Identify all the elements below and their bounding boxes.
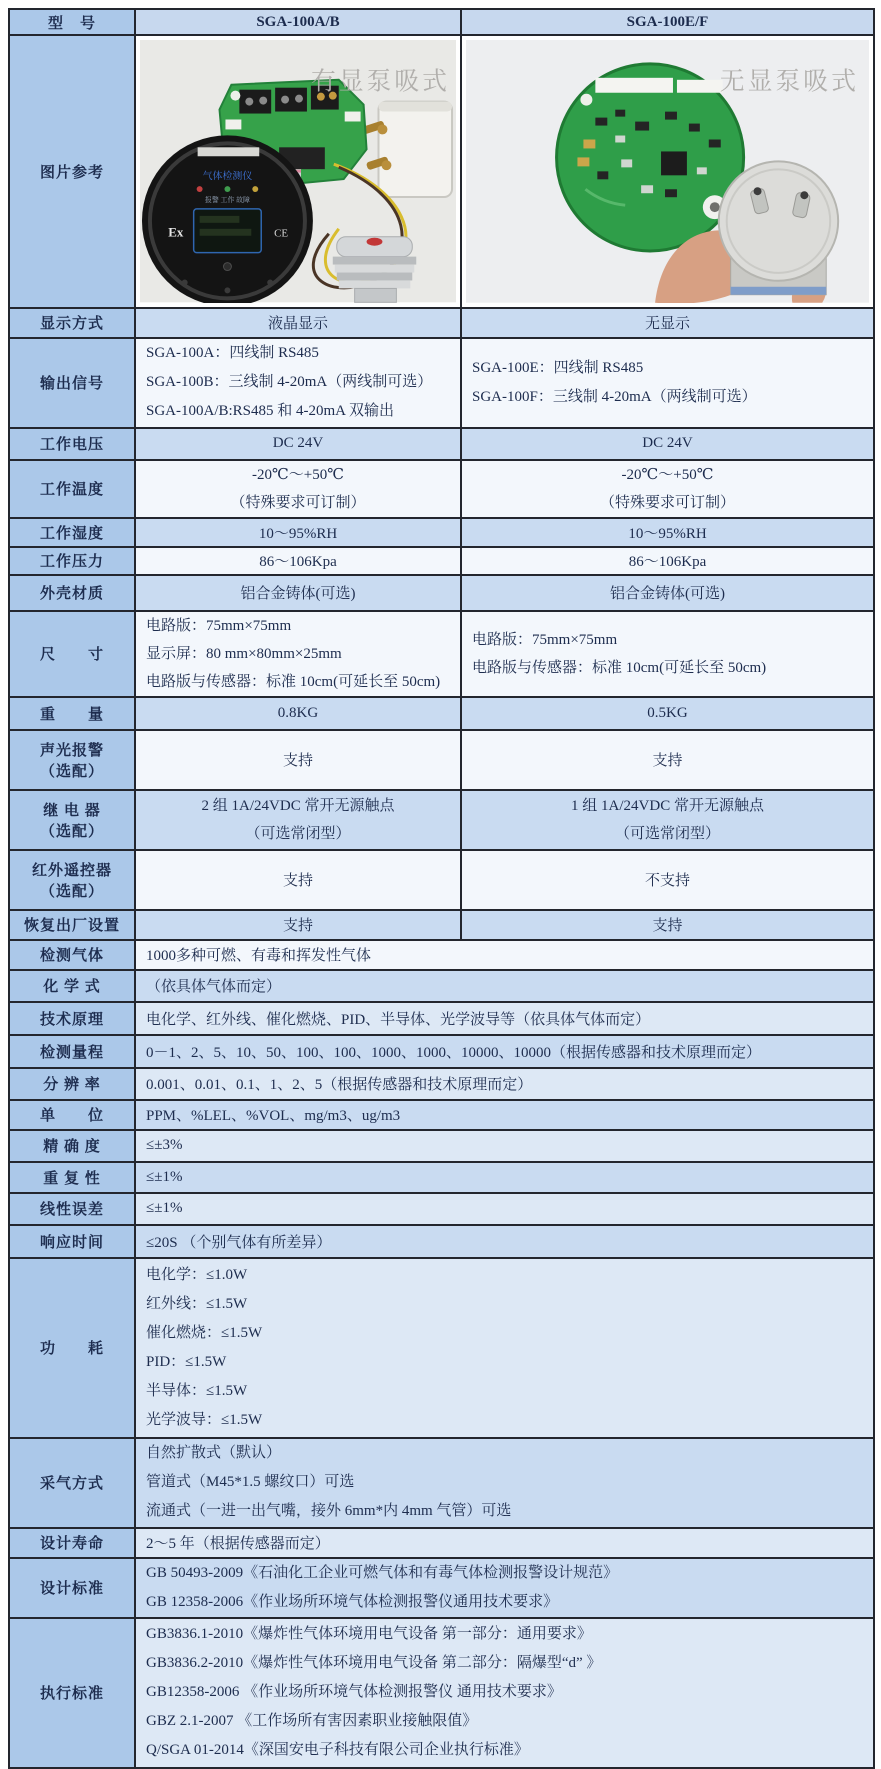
value-b: DC 24V bbox=[461, 428, 874, 460]
spec-row-detection-range bbox=[9, 1035, 874, 1068]
value-line: SGA-100E：四线制 RS485 bbox=[472, 359, 644, 376]
spec-row-linearity-error bbox=[9, 1193, 874, 1225]
watermark-with-display: 有显泵吸式 bbox=[310, 68, 451, 96]
value-a bbox=[135, 611, 461, 697]
product-photo-with-display bbox=[140, 40, 456, 302]
spec-row-power-consumption bbox=[9, 1258, 874, 1438]
value-b: 10～95%RH bbox=[461, 518, 874, 547]
value: ≤20S （个别气体有所差异） bbox=[135, 1225, 874, 1258]
value-line: GB3836.1-2010《爆炸性气体环境用电气设备 第一部分：通用要求》 bbox=[146, 1626, 592, 1643]
row-label: 显示方式 bbox=[9, 308, 135, 338]
spec-row-working-humidity bbox=[9, 518, 874, 547]
row-label: 单 位 bbox=[9, 1100, 135, 1130]
fault-led bbox=[252, 186, 258, 192]
row-label: 工作电压 bbox=[9, 428, 135, 460]
row-label-line: （选配） bbox=[39, 883, 104, 900]
value-a: 支持 bbox=[135, 730, 461, 790]
row-label: 响应时间 bbox=[9, 1225, 135, 1258]
value: ≤±3% bbox=[135, 1130, 874, 1162]
value: 0.001、0.01、0.1、1、2、5（根据传感器和技术原理而定） bbox=[135, 1068, 874, 1100]
value-line: （可选常闭型） bbox=[245, 825, 351, 842]
row-label: 外壳材质 bbox=[9, 575, 135, 611]
spec-row-working-temperature bbox=[9, 460, 874, 518]
value-line: 电路版：75mm×75mm bbox=[472, 631, 618, 648]
row-label-line: 继 电 器 bbox=[43, 802, 101, 819]
spec-row-dimensions bbox=[9, 611, 874, 697]
value-b: 无显示 bbox=[461, 308, 874, 338]
value-a: 铝合金铸体(可选) bbox=[135, 575, 461, 611]
value-line: 流通式（一进一出气嘴，接外 6mm*内 4mm 气管）可选 bbox=[146, 1503, 512, 1520]
value-line: GB 50493-2009《石油化工企业可燃气体和有毒气体检测报警设计规范》 bbox=[146, 1564, 619, 1581]
spec-row-display-mode bbox=[9, 308, 874, 338]
value-b: 不支持 bbox=[461, 850, 874, 910]
spec-row-resolution bbox=[9, 1068, 874, 1100]
row-label: 输出信号 bbox=[9, 338, 135, 428]
metal-sensor bbox=[719, 161, 838, 294]
value-b: 支持 bbox=[461, 730, 874, 790]
value-line: GB 12358-2006《作业场所环境气体检测报警仪通用技术要求》 bbox=[146, 1593, 559, 1610]
value-line: 半导体：≤1.5W bbox=[146, 1382, 248, 1399]
value-line: -20℃～+50℃ bbox=[621, 466, 714, 483]
value: ≤±1% bbox=[135, 1193, 874, 1225]
value-b bbox=[461, 611, 874, 697]
value-b: 支持 bbox=[461, 910, 874, 940]
value-b bbox=[461, 460, 874, 518]
value-line: （特殊要求可订制） bbox=[599, 494, 735, 511]
row-label: 检测气体 bbox=[9, 940, 135, 970]
row-label bbox=[9, 850, 135, 910]
value-a bbox=[135, 790, 461, 850]
row-label: 功 耗 bbox=[9, 1258, 135, 1438]
photo-cell-without-display bbox=[461, 35, 874, 308]
spec-row-shell-material bbox=[9, 575, 874, 611]
row-label: 技术原理 bbox=[9, 1002, 135, 1035]
spec-row-factory-reset bbox=[9, 910, 874, 940]
row-label: 检测量程 bbox=[9, 1035, 135, 1068]
alarm-led bbox=[197, 186, 203, 192]
row-label: 执行标准 bbox=[9, 1618, 135, 1768]
spec-row-output-signal bbox=[9, 338, 874, 428]
value-a: 86～106Kpa bbox=[135, 547, 461, 575]
photo-cell-with-display bbox=[135, 35, 461, 308]
model-a-header: SGA-100A/B bbox=[135, 9, 461, 35]
detector-title: 气体检测仪 bbox=[202, 171, 253, 183]
spec-row-chemical-formula bbox=[9, 970, 874, 1002]
value-b: 86～106Kpa bbox=[461, 547, 874, 575]
value bbox=[135, 1558, 874, 1618]
value-line: 自然扩散式（默认） bbox=[146, 1445, 282, 1462]
circuit-board bbox=[557, 64, 744, 251]
row-label: 重 量 bbox=[9, 697, 135, 730]
row-label: 设计寿命 bbox=[9, 1528, 135, 1558]
value-b bbox=[461, 338, 874, 428]
gas-detector-with-display bbox=[142, 136, 313, 303]
ce-mark: CE bbox=[274, 227, 289, 240]
spec-row-relay bbox=[9, 790, 874, 850]
value-line: GBZ 2.1-2007 《工作场所有害因素职业接触限值》 bbox=[146, 1713, 478, 1730]
value-line: GB3836.2-2010《爆炸性气体环境用电气设备 第二部分：隔爆型“d” 》 bbox=[146, 1655, 602, 1672]
value-line: （可选常闭型） bbox=[614, 825, 720, 842]
photo-row-label: 图片参考 bbox=[9, 35, 135, 308]
row-label: 工作湿度 bbox=[9, 518, 135, 547]
model-row bbox=[9, 9, 874, 35]
value-a: 支持 bbox=[135, 850, 461, 910]
spec-row-ir-remote bbox=[9, 850, 874, 910]
row-label bbox=[9, 790, 135, 850]
value-line: （特殊要求可订制） bbox=[230, 494, 366, 511]
value: ≤±1% bbox=[135, 1162, 874, 1193]
value bbox=[135, 1618, 874, 1768]
spec-row-sampling-method bbox=[9, 1438, 874, 1528]
spec-row-repeatability bbox=[9, 1162, 874, 1193]
value-b bbox=[461, 790, 874, 850]
value-line: 电化学：≤1.0W bbox=[146, 1266, 248, 1283]
value: （依具体气体而定） bbox=[135, 970, 874, 1002]
value-line: 光学波导：≤1.5W bbox=[146, 1411, 263, 1428]
row-label: 分 辨 率 bbox=[9, 1068, 135, 1100]
work-led bbox=[224, 186, 230, 192]
value-a: 10～95%RH bbox=[135, 518, 461, 547]
row-label-line: （选配） bbox=[39, 823, 104, 840]
row-label: 采气方式 bbox=[9, 1438, 135, 1528]
row-label: 工作压力 bbox=[9, 547, 135, 575]
sensor-red-port bbox=[367, 238, 383, 246]
value-line: SGA-100B：三线制 4-20mA（两线制可选） bbox=[146, 374, 433, 391]
model-row-label: 型 号 bbox=[9, 9, 135, 35]
spec-row-design-life bbox=[9, 1528, 874, 1558]
value: 2～5 年（根据传感器而定） bbox=[135, 1528, 874, 1558]
value-a bbox=[135, 338, 461, 428]
value-line: SGA-100F：三线制 4-20mA（两线制可选） bbox=[472, 388, 757, 405]
value-line: 管道式（M45*1.5 螺纹口）可选 bbox=[146, 1474, 355, 1491]
value-b: 0.5KG bbox=[461, 697, 874, 730]
led-labels: 报警 工作 故障 bbox=[204, 196, 250, 205]
value-a bbox=[135, 460, 461, 518]
value-line: 显示屏：80 mm×80mm×25mm bbox=[146, 645, 342, 662]
value-line: 电路版与传感器：标准 10cm(可延长至 50cm) bbox=[146, 673, 441, 690]
row-label-line: 声光报警 bbox=[39, 742, 104, 759]
row-label: 线性误差 bbox=[9, 1193, 135, 1225]
value: PPM、%LEL、%VOL、mg/m3、ug/m3 bbox=[135, 1100, 874, 1130]
value-line: GB12358-2006 《作业场所环境气体检测报警仪 通用技术要求》 bbox=[146, 1684, 562, 1701]
row-label: 工作温度 bbox=[9, 460, 135, 518]
value-line: SGA-100A/B:RS485 和 4-20mA 双输出 bbox=[146, 403, 394, 420]
spec-row-working-voltage bbox=[9, 428, 874, 460]
watermark-without-display: 无显泵吸式 bbox=[719, 68, 860, 96]
value-line: 2 组 1A/24VDC 常开无源触点 bbox=[201, 797, 395, 814]
spec-row-working-pressure bbox=[9, 547, 874, 575]
value: 电化学、红外线、催化燃烧、PID、半导体、光学波导等（依具体气体而定） bbox=[135, 1002, 874, 1035]
value-line: -20℃～+50℃ bbox=[251, 466, 344, 483]
value-a: 支持 bbox=[135, 910, 461, 940]
model-b-header: SGA-100E/F bbox=[461, 9, 874, 35]
row-label: 尺 寸 bbox=[9, 611, 135, 697]
spec-row-accuracy bbox=[9, 1130, 874, 1162]
value-a: 0.8KG bbox=[135, 697, 461, 730]
row-label bbox=[9, 730, 135, 790]
value bbox=[135, 1258, 874, 1438]
row-label: 设计标准 bbox=[9, 1558, 135, 1618]
row-label: 精 确 度 bbox=[9, 1130, 135, 1162]
value-line: 电路版：75mm×75mm bbox=[146, 617, 292, 634]
value: 0－1、2、5、10、50、100、100、1000、1000、10000、10000（根据传感器和技术原理而定） bbox=[135, 1035, 874, 1068]
value-line: 催化燃烧：≤1.5W bbox=[146, 1324, 263, 1341]
value-a: DC 24V bbox=[135, 428, 461, 460]
ex-mark: Ex bbox=[168, 224, 184, 240]
row-label: 化 学 式 bbox=[9, 970, 135, 1002]
value-line: 电路版与传感器：标准 10cm(可延长至 50cm) bbox=[472, 659, 767, 676]
spec-row-execution-standards bbox=[9, 1618, 874, 1768]
spec-table bbox=[8, 8, 875, 1769]
value-line: 红外线：≤1.5W bbox=[146, 1295, 248, 1312]
spec-row-units bbox=[9, 1100, 874, 1130]
value-a: 液晶显示 bbox=[135, 308, 461, 338]
row-label-line: （选配） bbox=[39, 763, 104, 780]
spec-row-audible-visual-alarm bbox=[9, 730, 874, 790]
row-label-line: 红外遥控器 bbox=[31, 862, 112, 879]
spec-row-detected-gases bbox=[9, 940, 874, 970]
value-line: SGA-100A：四线制 RS485 bbox=[146, 345, 319, 362]
row-label: 重 复 性 bbox=[9, 1162, 135, 1193]
spec-row-response-time bbox=[9, 1225, 874, 1258]
value-b: 铝合金铸体(可选) bbox=[461, 575, 874, 611]
value-line: Q/SGA 01-2014《深国安电子科技有限公司企业执行标准》 bbox=[146, 1742, 529, 1759]
value-line: PID：≤1.5W bbox=[146, 1353, 227, 1370]
value bbox=[135, 1438, 874, 1528]
spec-row-design-standards bbox=[9, 1558, 874, 1618]
value-line: 1 组 1A/24VDC 常开无源触点 bbox=[571, 797, 764, 814]
value: 1000多种可燃、有毒和挥发性气体 bbox=[135, 940, 874, 970]
photo-row bbox=[9, 35, 874, 308]
product-photo-without-display bbox=[466, 40, 869, 303]
spec-row-weight bbox=[9, 697, 874, 730]
spec-row-technical-principle bbox=[9, 1002, 874, 1035]
row-label: 恢复出厂设置 bbox=[9, 910, 135, 940]
